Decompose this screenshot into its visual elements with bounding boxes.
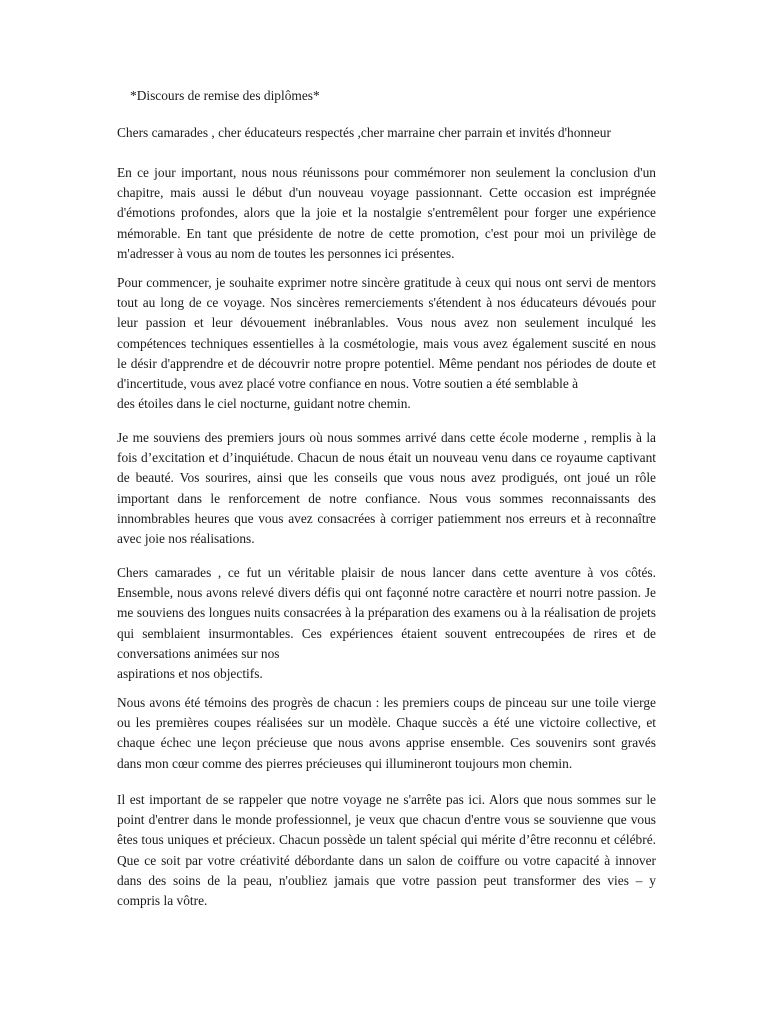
paragraph-line: me souviens des longues nuits consacrées à la préparation des examens ou à la réalisation de projets [117,605,656,621]
paragraph-line: compris la vôtre. [117,893,208,909]
paragraph-line: aspirations et nos objectifs. [117,666,263,682]
paragraph-line: le désir d'apprendre et de découvrir notre propre potentiel. Même pendant nos périodes de doute et [117,355,656,371]
paragraph-line: Que ce soit par votre créativité débordante dans un salon de coiffure ou votre capacité à innover [117,852,656,868]
paragraph-line: fois d’excitation et d’inquiétude. Chacun de nous était un nouveau venu dans ce royaume captivant [117,450,656,466]
paragraph-4 [117,563,656,684]
paragraph-5 [117,693,656,774]
paragraph-line: conversations animées sur nos [117,645,280,661]
paragraph-line: chapitre, mais aussi le début d'un nouveau voyage passionnant. Cette occasion est imprégnée [117,185,656,201]
paragraph-line: qui semblaient insurmontables. Ces expériences étaient souvent entrecoupées de rires et de [117,625,656,641]
paragraph-line: Il est important de se rappeler que notre voyage ne s'arrête pas ici. Alors que nous sommes sur le [117,792,656,807]
paragraph-line: Je me souviens des premiers jours où nous sommes arrivé dans cette école moderne , remplis à la [117,430,656,445]
paragraph-line: compétences techniques essentielles à la cosmétologie, mais vous avez également suscité en nous [117,335,656,351]
paragraph-line: êtes tous uniques et précieux. Chacun possède un talent spécial qui mérite d’être reconnu et célébré. [117,832,656,848]
paragraph-1 [117,163,656,264]
paragraph-line: mémorable. En tant que présidente de notre de cette promotion, c'est pour moi un privilège de [117,225,656,241]
document-title: *Discours de remise des diplômes* [130,88,320,103]
paragraph-3 [117,428,656,549]
paragraph-line: Ensemble, nous avons relevé divers défis qui ont façonné notre caractère et nourri notre passion. Je [117,585,656,601]
paragraph-line: important dans le renforcement de notre confiance. Nous vous sommes reconnaissants des [117,490,656,506]
salutation: Chers camarades , cher éducateurs respectés ,cher marraine cher parrain et invités d'honneur [117,125,611,140]
paragraph-line: Pour commencer, je souhaite exprimer notre sincère gratitude à ceux qui nous ont servi de mentors [117,275,656,290]
paragraph-line: chaque échec une leçon précieuse que nous avons apprise ensemble. Ces souvenirs sont gravés [117,735,656,751]
paragraph-line: innombrables heures que vous avez consacrées à corriger patiemment nos erreurs et à reconnaître [117,510,656,526]
paragraph-line: tout au long de ce voyage. Nos sincères remerciements s'étendent à nos éducateurs dévoués pour [117,295,656,311]
paragraph-line: Nous avons été témoins des progrès de chacun : les premiers coups de pinceau sur une toile vierge [117,695,656,710]
paragraph-line: dans mon cœur comme des pierres précieuses qui illumineront toujours mon chemin. [117,755,573,771]
paragraph-line: avec joie nos réalisations. [117,531,255,547]
paragraph-line: Chers camarades , ce fut un véritable plaisir de nous lancer dans cette aventure à vos côtés. [117,565,656,580]
paragraph-line: leur passion et leur dévouement inébranlables. Vous nous avez non seulement inculqué les [117,315,656,331]
paragraph-line: de beauté. Vos sourires, ainsi que les conseils que vous nous avez prodigués, ont joué un rôle [117,470,656,486]
paragraph-6 [117,790,656,911]
paragraph-line: d'incertitude, vous avez placé votre confiance en nous. Votre soutien a été semblable à [117,376,579,392]
paragraph-line: d'émotions profondes, alors que la joie et la nostalgie s'entremêlent pour forger une expérience [117,205,656,221]
paragraph-line: des étoiles dans le ciel nocturne, guidant notre chemin. [117,396,411,412]
paragraph-line: m'adresser à vous au nom de toutes les personnes ici présentes. [117,245,455,261]
paragraph-2 [117,273,656,414]
paragraph-line: dans des soins de la peau, n'oubliez jamais que votre passion peut transformer des vies – y [117,872,656,888]
paragraph-line: point d'entrer dans le monde professionnel, je veux que chacun d'entre vous se souvienne que vous [117,812,656,828]
paragraph-line: En ce jour important, nous nous réunissons pour commémorer non seulement la conclusion d'un [117,165,656,180]
paragraph-line: ou les premières coupes réalisées sur un modèle. Chaque succès a été une victoire collective, et [117,715,656,731]
